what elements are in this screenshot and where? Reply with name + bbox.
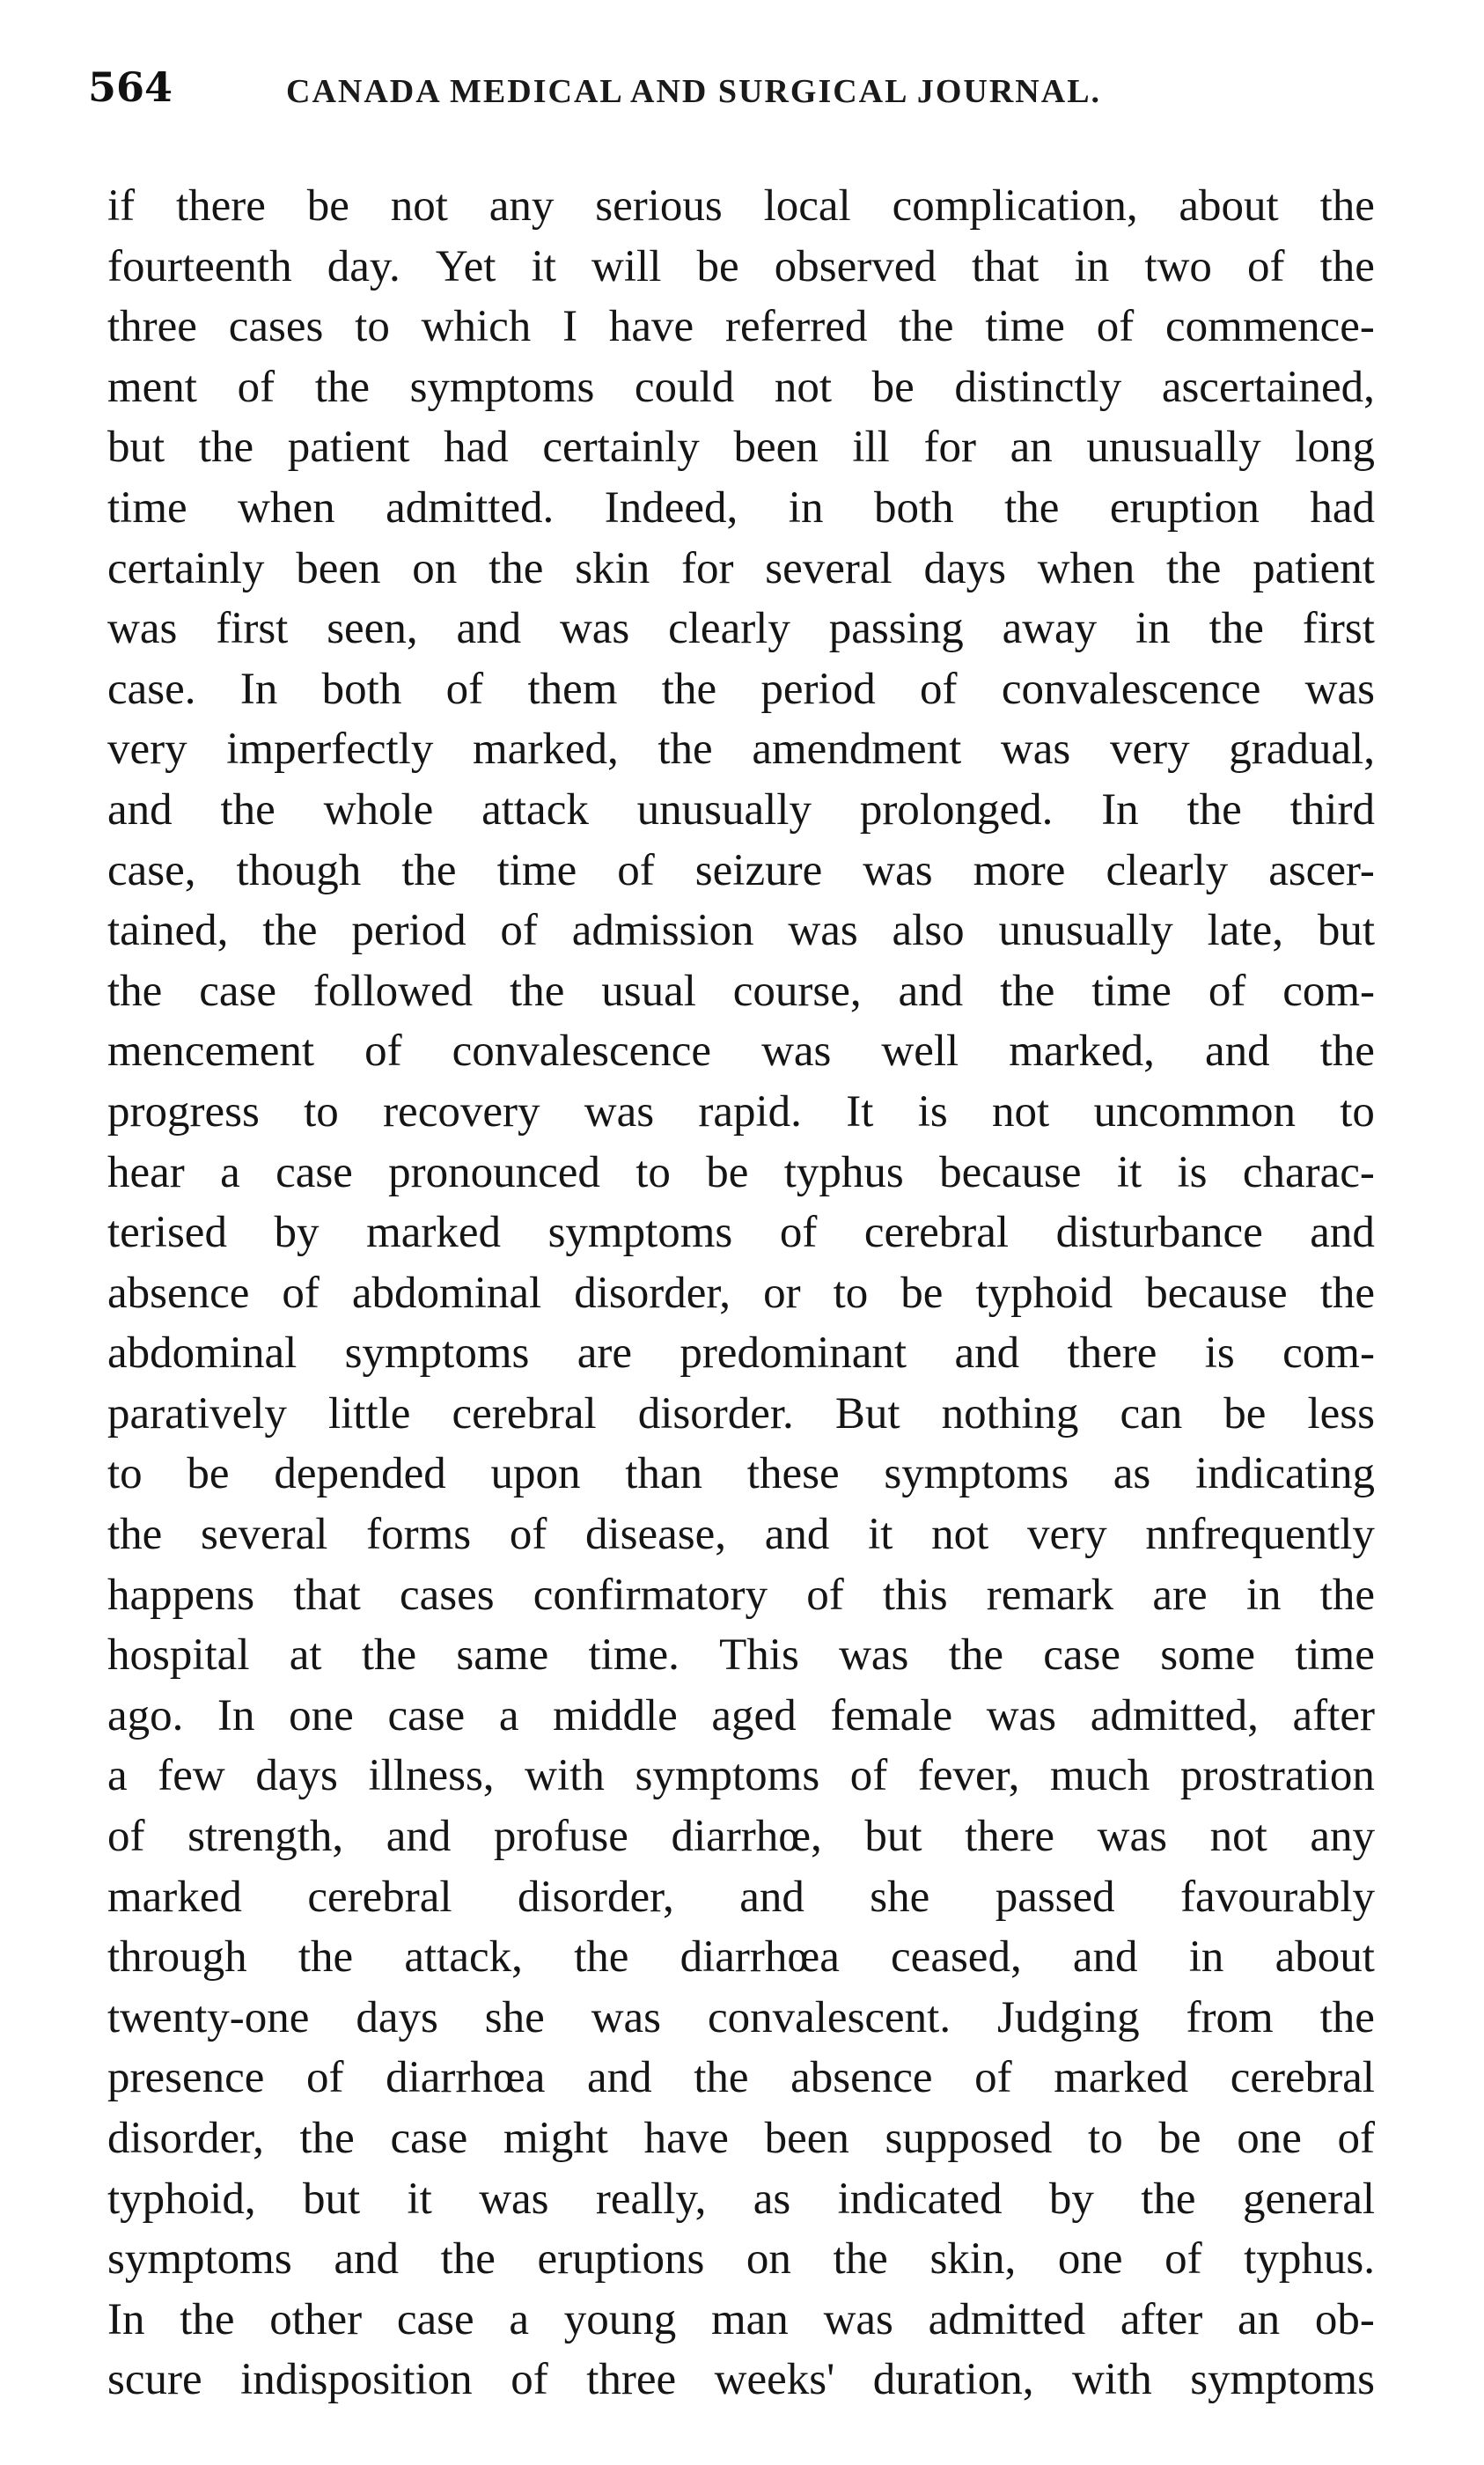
text-line: tained, the period of admission was also unusually late, but (107, 906, 1375, 956)
text-line: to be depended upon than these symptoms as indicating (107, 1449, 1375, 1499)
text-line: of strength, and profuse diarrhœ, but there was not any (107, 1812, 1375, 1862)
text-line: was first seen, and was clearly passing away in the first (107, 604, 1375, 654)
text-line: hospital at the same time. This was the case some time (107, 1630, 1375, 1681)
text-line: ment of the symptoms could not be distinctly ascertained, (107, 362, 1375, 412)
text-line: presence of diarrhœa and the absence of marked cerebral (107, 2053, 1375, 2103)
text-line: time when admitted. Indeed, in both the eruption had (107, 482, 1375, 533)
text-line: if there be not any serious local complication, about the (107, 181, 1375, 231)
page-number: 564 (88, 63, 173, 111)
text-line: case. In both of them the period of convalescence was (107, 664, 1375, 714)
text-line: and the whole attack unusually prolonged. In the third (107, 784, 1375, 835)
text-line: three cases to which I have referred the time of commence- (107, 302, 1375, 352)
text-line: marked cerebral disorder, and she passed favourably (107, 1872, 1375, 1922)
text-line: happens that cases confirmatory of this remark are in the (107, 1570, 1375, 1620)
text-line: hear a case pronounced to be typhus because it is charac- (107, 1147, 1375, 1197)
text-line: disorder, the case might have been supposed to be one of (107, 2114, 1375, 2163)
text-line: progress to recovery was rapid. It is not uncommon to (107, 1086, 1375, 1137)
text-line: but the patient had certainly been ill for an unusually long (107, 423, 1375, 473)
text-line: the several forms of disease, and it not very nnfrequently (107, 1510, 1375, 1560)
text-line: symptoms and the eruptions on the skin, one of typhus. (107, 2234, 1375, 2285)
text-line: mencement of convalescence was well marked, and the (107, 1026, 1375, 1077)
text-line: through the attack, the diarrhœa ceased, and in about (107, 1932, 1375, 1983)
text-line: paratively little cerebral disorder. But nothing can be less (107, 1388, 1375, 1439)
text-line: case, though the time of seizure was more clearly ascer- (107, 845, 1375, 895)
page-header (88, 63, 1408, 134)
text-line: a few days illness, with symptoms of fever, much prostration (107, 1751, 1375, 1801)
text-line: twenty-one days she was convalescent. Judging from the (107, 1992, 1375, 2042)
text-line: typhoid, but it was really, as indicated by the general (107, 2174, 1375, 2224)
text-line: very imperfectly marked, the amendment was very gradual, (107, 725, 1375, 775)
running-head: CANADA MEDICAL AND SURGICAL JOURNAL. (286, 73, 1102, 110)
text-line: scure indisposition of three weeks' duration, with symptoms (107, 2355, 1375, 2405)
text-line: certainly been on the skin for several days when the patient (107, 543, 1375, 593)
text-line: ago. In one case a middle aged female was admitted, after (107, 1690, 1375, 1740)
text-line: fourteenth day. Yet it will be observed that in two of the (107, 241, 1375, 291)
text-line: abdominal symptoms are predominant and there is com- (107, 1328, 1375, 1379)
text-line: In the other case a young man was admitted after an ob- (107, 2294, 1375, 2344)
text-line: terised by marked symptoms of cerebral disturbance and (107, 1208, 1375, 1258)
text-line: the case followed the usual course, and the time of com- (107, 966, 1375, 1016)
body-text (107, 176, 1375, 2410)
text-line: absence of abdominal disorder, or to be typhoid because the (107, 1268, 1375, 1318)
